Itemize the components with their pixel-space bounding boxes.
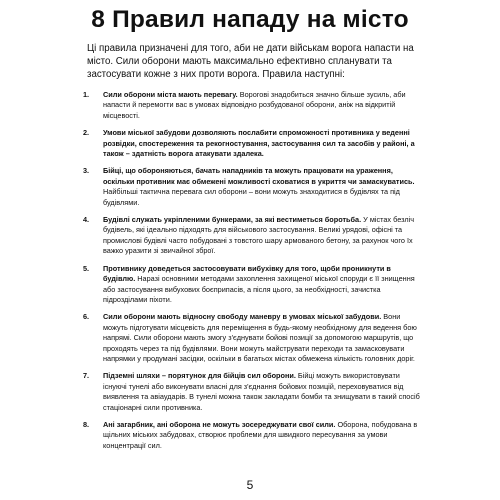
rules-list <box>83 90 423 458</box>
rule-text: Найбільші тактична перевага сил оборони – вони можуть знаходитися в будівлях та під будівлями. <box>103 187 400 207</box>
rule-text: Ворогові знадобиться значно більше зусиль, аби напасти й перемогти вас в умовах відповідно розбудованої оборони, аніж на відкритій місцевості. <box>103 90 406 120</box>
rule-heading: Ані загарбник, ані оборона не можуть зосереджувати свої сили. <box>103 419 336 429</box>
rule-item-7 <box>83 371 423 413</box>
rule-heading: Умови міської забудови дозволяють послабити спроможності противника у веденні розвідки, спостереження та рекогностування, застосування сил та засобів у районі, а також – здатність ворога атакувати здалека. <box>103 128 415 159</box>
rule-item-4 <box>83 215 423 257</box>
rule-text: Оборона, побудована в щільних міських забудовах, створює проблеми для швидкого пересування за умови концентрації сил. <box>103 419 418 450</box>
rule-item-3 <box>83 166 423 208</box>
rule-item-8 <box>83 420 423 451</box>
rule-heading: Сили оборони мають відносну свободу маневру в умовах міської забудови. <box>103 312 382 322</box>
rule-number: 8. <box>83 419 90 429</box>
rule-number: 4. <box>83 215 90 225</box>
rule-item-2 <box>83 128 423 159</box>
rule-heading: Підземні шляхи – порятунок для бійців сил оборони. <box>103 371 296 381</box>
rule-text: Вони можуть підготувати місцевість для переміщення в будь-якому необхідному для ведення бою напрямі. Сили оборони мають змогу з'єднувати бойові позиції за допомогою маршрутів, що проходять через та під будівлями. Вони можуть майструвати переходи та замасковувати напрямки у продумані засідки, оскільки в багатьох містах обмежена кількість головних доріг. <box>103 312 417 363</box>
rule-heading: Будівлі служать укріпленими бункерами, за які вестиметься боротьба. <box>103 215 362 225</box>
rule-number: 3. <box>83 166 90 176</box>
rule-heading: Бійці, що обороняються, бачать нападників та можуть працювати на ураження, оскільки противник має обмежені можливості сховатися в укриття чи замаскуватись. <box>103 166 415 186</box>
rule-number: 5. <box>83 263 90 273</box>
rule-item-5 <box>83 264 423 306</box>
rule-number: 1. <box>83 90 90 99</box>
rule-text: Наразі основними методами захоплення захищеної міської споруди є її знищення або застосування вибухових боєприпасів, а після цього, за необхідності, зачистка підрозділами піхоти. <box>103 274 415 304</box>
rule-heading: Сили оборони міста мають перевагу. <box>103 90 238 99</box>
page-number: 5 <box>246 478 254 492</box>
rule-text: Бійці можуть використовувати існуючі тунелі або виконувати власні для з'єднання бойових позицій, переховуватися від виявлення та авіаударів. В тунелі можна також закладати бомби та знищувати в такий спосіб стаціонарні сили противника. <box>103 371 420 412</box>
rule-number: 2. <box>83 128 90 138</box>
intro-paragraph: Ці правила призначені для того, аби не дати військам ворога напасти на місто. Сили оборони мають максимально ефективно спланувати та застосувати кожне з них проти ворога. Правила наступні: <box>87 43 414 80</box>
rule-heading: Противнику доведеться застосовувати вибухівку для того, щоби проникнути в будівлю. <box>103 263 391 284</box>
rule-text: У містах безліч будівель, які ідеально підходять для військового застосування. Великі урядові, офісні та промислові будівлі часто побудовані з товстого шару армованого бетону, за рахунок чого їх важко уразити зі звичайної зброї. <box>103 215 415 256</box>
rule-number: 7. <box>83 371 90 381</box>
rule-number: 6. <box>83 312 90 322</box>
rule-item-1 <box>83 90 423 121</box>
page-title: 8 Правил нападу на місто <box>91 6 409 33</box>
rule-item-6 <box>83 312 423 364</box>
